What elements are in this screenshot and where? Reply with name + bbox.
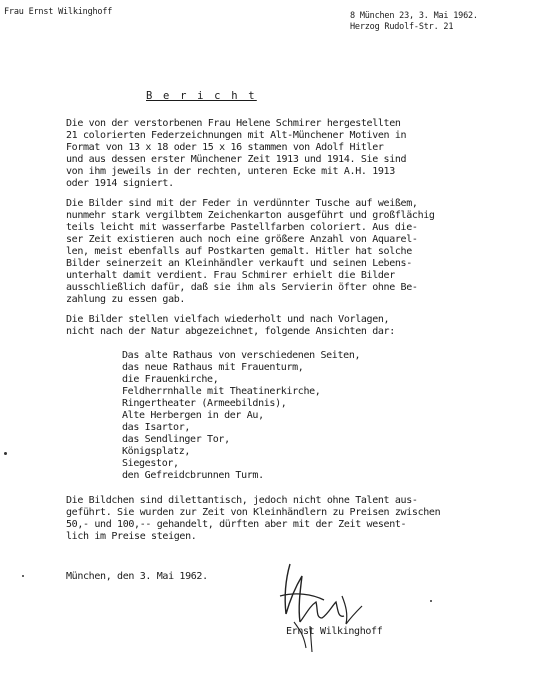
scan-speck	[430, 600, 432, 602]
text-line: nicht nach der Natur abgezeichnet, folgende Ansichten dar:	[66, 326, 395, 337]
signature-name: Ernst Wilkinghoff	[286, 626, 383, 637]
date-line: München, den 3. Mai 1962.	[66, 571, 208, 582]
scan-speck	[4, 452, 7, 455]
text-line: lich im Preise steigen.	[66, 531, 197, 542]
text-line: ser Zeit existieren auch noch eine größere Anzahl von Aquarel-	[66, 234, 418, 245]
text-line: Die Bilder stellen vielfach wiederholt und nach Vorlagen,	[66, 314, 390, 325]
list-item: die Frauenkirche,	[122, 374, 219, 385]
list-item: Das alte Rathaus von verschiedenen Seiten,	[122, 350, 361, 361]
text-line: Die von der verstorbenen Frau Helene Schmirer hergestellten	[66, 118, 401, 129]
text-line: 21 colorierten Federzeichnungen mit Alt-Münchener Motiven in	[66, 130, 407, 141]
text-line: len, meist ebenfalls auf Postkarten gemalt. Hitler hat solche	[66, 246, 412, 257]
document-title: B e r i c h t	[146, 90, 257, 102]
text-line: Die Bildchen sind dilettantisch, jedoch nicht ohne Talent aus-	[66, 495, 418, 506]
text-line: zahlung zu essen gab.	[66, 294, 186, 305]
text-line: Format von 13 x 18 oder 15 x 16 stammen von Adolf Hitler	[66, 142, 384, 153]
text-line: ausschließlich dafür, daß sie ihm als Servierin öfter ohne Be-	[66, 282, 418, 293]
list-item: Königsplatz,	[122, 446, 191, 457]
text-line: Die Bilder sind mit der Feder in verdünnter Tusche auf weißem,	[66, 198, 418, 209]
list-item: Siegestor,	[122, 458, 179, 469]
list-item: Feldherrnhalle mit Theatinerkirche,	[122, 386, 321, 397]
list-item: das Isartor,	[122, 422, 191, 433]
text-line: geführt. Sie wurden zur Zeit von Kleinhändlern zu Preisen zwischen	[66, 507, 441, 518]
text-line: nunmehr stark vergilbtem Zeichenkarton ausgeführt und großflächig	[66, 210, 435, 221]
text-line: unterhalt damit verdient. Frau Schmirer erhielt die Bilder	[66, 270, 395, 281]
text-line: von ihm jeweils in der rechten, unteren Ecke mit A.H. 1913	[66, 166, 395, 177]
text-line: 50,- und 100,-- gehandelt, dürften aber mit der Zeit wesent-	[66, 519, 407, 530]
street-line: Herzog Rudolf-Str. 21	[350, 22, 454, 32]
sender-line: Frau Ernst Wilkinghoff	[4, 7, 113, 17]
text-line: oder 1914 signiert.	[66, 178, 174, 189]
list-item: den Gefreidcbrunnen Turm.	[122, 470, 264, 481]
list-item: das Sendlinger Tor,	[122, 434, 230, 445]
place-date-line: 8 München 23, 3. Mai 1962.	[350, 11, 478, 21]
handwritten-signature	[276, 556, 366, 656]
list-item: Ringertheater (Armeebildnis),	[122, 398, 287, 409]
scan-speck	[22, 575, 24, 577]
text-line: Bilder seinerzeit an Kleinhändler verkauft und seinen Lebens-	[66, 258, 412, 269]
text-line: teils leicht mit wasserfarbe Pastellfarben coloriert. Aus die-	[66, 222, 418, 233]
list-item: Alte Herbergen in der Au,	[122, 410, 264, 421]
list-item: das neue Rathaus mit Frauenturm,	[122, 362, 304, 373]
text-line: und aus dessen erster Münchener Zeit 1913 und 1914. Sie sind	[66, 154, 407, 165]
